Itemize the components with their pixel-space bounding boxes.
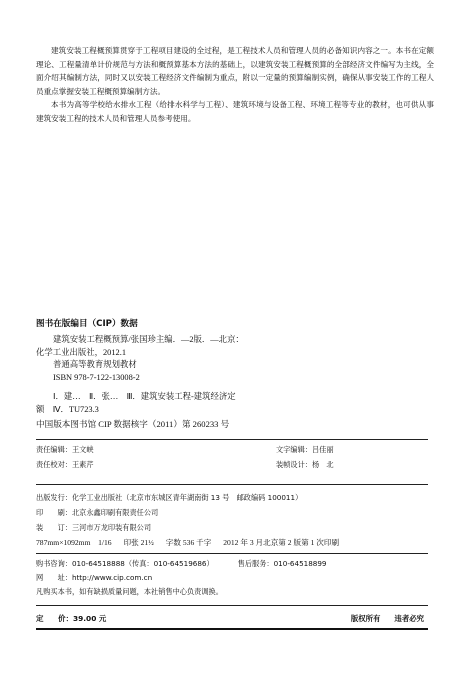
description-paragraph: 本书为高等学校给水排水工程（给排水科学与工程）、建筑环境与设备工程、环境工程等专业的教材，也可供从事建筑安装工程的技术人员和管理人员参考使用。	[36, 100, 434, 123]
piracy-warning: 违者必究	[394, 614, 424, 623]
format: 787mm×1092mm 1/16	[36, 538, 112, 547]
designer-name: 杨 北	[311, 460, 334, 469]
cip-heading: 图书在版编目（CIP）数据	[36, 319, 138, 329]
staff-credits	[36, 442, 426, 472]
proofreader-name: 王素芹	[71, 460, 94, 469]
cip-line: 建筑安装工程概预算/张国珍主编．—2版．—北京：	[53, 335, 244, 344]
description-paragraph: 建筑安装工程概预算贯穿于工程项目建设的全过程，是工程技术人员和管理人员的必备知识内容之一。本书在定额理论、工程量清单计价规范与方法和概预算基本方法的基础上，以建筑安装工程概预算的全部经济文件编写为主线，全面介绍其编制方法，同时又以安装工程经济文件编制为重点，附以一定量的预算编制实例，确保从事安装工作的工程人员重点掌握安装工程概预算编制方法。	[36, 46, 434, 96]
print-sheets: 印张 21½	[123, 538, 154, 547]
purchase-inquiry: 购书咨询：010-64518888（传真：010-64519686）	[36, 559, 214, 568]
text-editor-label: 文字编辑：	[276, 445, 312, 454]
print-specs	[36, 535, 428, 550]
text-editor-name: 吕佳丽	[311, 445, 334, 454]
cip-record	[36, 334, 416, 417]
publisher-line: 出版发行：化学工业出版社（北京市东城区青年湖南街 13 号 邮政编码 100011）	[36, 493, 303, 502]
cip-line: 化学工业出版社，2012.1	[36, 347, 127, 357]
divider	[36, 628, 428, 630]
cip-line: 额 Ⅳ．TU723.3	[36, 404, 99, 414]
contact-info	[36, 557, 428, 599]
cip-record-number: 中国版本图书馆 CIP 数据核字（2011）第 260233 号	[36, 419, 230, 429]
editor-name: 王文峡	[71, 445, 94, 454]
cip-line: ISBN 978-7-122-13008-2	[53, 372, 140, 382]
copyright-notice: 版权所有	[350, 614, 381, 623]
divider	[36, 439, 428, 440]
edition: 2012 年 3 月北京第 2 版第 1 次印刷	[223, 538, 340, 547]
price: 定 价：39.00 元	[36, 614, 107, 623]
replacement-notice: 凡购买本书，如有缺损质量问题，本社销售中心负责调换。	[36, 587, 223, 596]
divider	[36, 553, 428, 554]
divider	[36, 605, 428, 606]
proofreader-label: 责任校对：	[36, 460, 72, 469]
designer-label: 装帧设计：	[276, 460, 312, 469]
word-count: 字数 536 千字	[165, 538, 212, 547]
after-sales: 售后服务：010-64518899	[237, 559, 327, 568]
publication-info	[36, 490, 428, 550]
cip-line: 普通高等教育规划教材	[53, 360, 137, 370]
editor-label: 责任编辑：	[36, 445, 72, 454]
printer-line: 印 刷：北京永鑫印刷有限责任公司	[36, 508, 159, 517]
divider	[36, 484, 428, 485]
binder-line: 装 订：三河市万龙印装有限公司	[36, 523, 152, 532]
cip-line: Ⅰ．建… Ⅱ．张… Ⅲ．建筑安装工程-建筑经济定	[53, 392, 236, 402]
website: 网 址：http://www.cip.com.cn	[36, 573, 153, 582]
book-description	[36, 44, 434, 125]
